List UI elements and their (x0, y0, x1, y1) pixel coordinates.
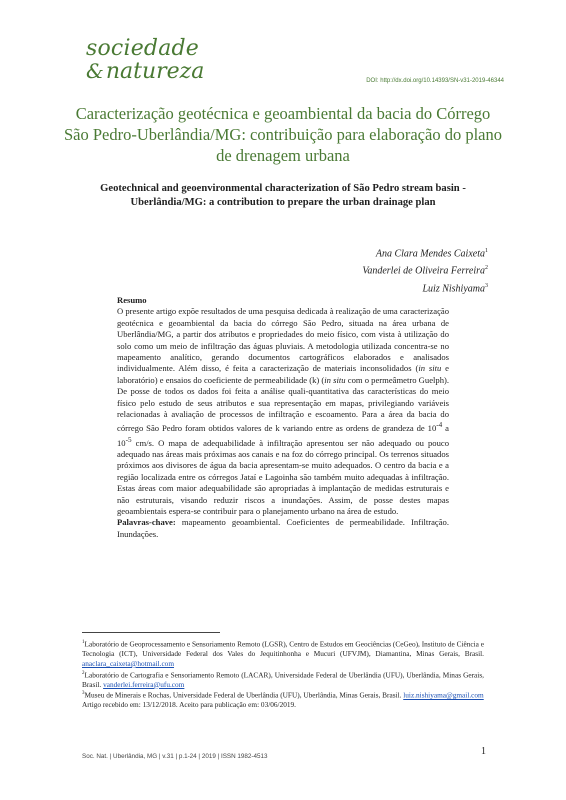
footnote-2: $^2$Laboratório de Cartografia e Sensoriamento Remoto (LACAR), Universidade Federal de Uberlândia (UFU), Uberlândia, Minas Gerais, Brasil. vanderlei.ferreira@ufu.com (82, 669, 484, 689)
author-list (362, 244, 488, 296)
footnote-1: $^1$Laboratório de Geoprocessamento e Sensoriamento Remoto (LGSR), Centro de Estudos em Geociências (CeGeo), Instituto de Ciência e Tecnologia (ICT), Universidade Federal dos Vales do Jequitinhonha e Mucuri (UFVJM), Diamantina, Minas Gerais, Brasil. anaclara_caixeta@hotmail.com (82, 639, 484, 668)
journal-logo-line2 (86, 60, 204, 83)
title-portuguese: Caracterização geotécnica e geoambiental da bacia do Córrego São Pedro-Uberlândia/MG: contribuição para elaboração do plano de drenagem urbana (63, 104, 502, 165)
journal-logo-word: natureza (105, 59, 205, 84)
footnote-3: $^3$Museu de Minerais e Rochas, Universidade Federal de Uberlândia (UFU), Uberlândia, Minas Gerais, Brasil. luiz.nishiyama@gmail.com (82, 690, 484, 700)
journal-logo (86, 38, 204, 83)
author-3: Luiz Nishiyama$^3$ (422, 282, 488, 294)
title-english: Geotechnical and geoenvironmental characterization of São Pedro stream basin - Uberlândia/MG: a contribution to prepare the urban drainage plan (100, 183, 466, 208)
author-2: Vanderlei de Oliveira Ferreira$^2$ (362, 265, 488, 277)
footnote-divider (82, 632, 220, 633)
abstract-section (117, 295, 449, 540)
doi-line (366, 78, 504, 84)
footnote-1-email-link[interactable]: anaclara_caixeta@hotmail.com (82, 658, 175, 668)
doi-link[interactable]: http://dx.doi.org/10.14393/SN-v31-2019-46344 (380, 78, 504, 84)
page-number: 1 (481, 746, 486, 757)
author-1: Ana Clara Mendes Caixeta$^1$ (375, 248, 488, 260)
keywords-label: Palavras-chave: (117, 517, 176, 528)
footnote-3-email-link[interactable]: luiz.nishiyama@gmail.com (403, 690, 484, 700)
page-footer: Soc. Nat. | Uberlândia, MG | v.31 | p.1-24 | 2019 | ISSN 1982-4513 (82, 753, 268, 760)
keywords (117, 517, 449, 540)
journal-logo-ampersand: & (86, 59, 104, 83)
received-dates: Artigo recebido em: 13/12/2018. Aceito para publicação em: 03/06/2019. (82, 700, 296, 710)
footnote-2-email-link[interactable]: vanderlei.ferreira@ufu.com (103, 679, 185, 689)
keywords-text: mapeamento geoambiental. Coeficientes de permeabilidade. Infiltração. Inundações. (117, 517, 449, 539)
footnotes (82, 638, 484, 710)
abstract-heading: Resumo (117, 295, 147, 305)
doi-label: DOI: (366, 78, 381, 84)
abstract-body: O presente artigo expõe resultados de uma pesquisa dedicada à realização de uma caracterização geotécnica e geoambiental da bacia do córrego São Pedro, situada na área urbana de Uberlândia/MG, a partir dos atributos e propriedades do meio físico, com vista à utilização do solo como um meio de infiltração das águas pluviais. A metodologia utilizada concentra-se no mapeamento analítico, gerando documentos cartográficos elaborados e analisados individualmente. Além disso, é feita a caracterização de materiais inconsolidados (in situ e laboratório) e ensaios do coeficiente de permeabilidade (k) (in situ com o permeâmetro Guelph). De posse de todos os dados foi feita a análise quali-quantitativa das características do meio físico pelo estudo de seus atributos e sua representação em mapas, privilegiando variáveis relacionadas à avaliação de processos de infiltração e escoamento. Para a área da bacia do córrego São Pedro foram obtidos valores de k variando entre as ordens de grandeza de $10^{-4}$ a $10^{-5}$ cm/s. O mapa de adequabilidade à infiltração apresentou ser não adequado ou pouco adequado nas áreas mais próximas aos canais e na foz do córrego principal. Os terrenos situados próximos aos divisores de água da bacia apresentam-se muito adequados. O centro da bacia e a região localizada entre os córregos Jataí e Lagoinha são também muito adequadas à infiltração. Estas áreas com maior adequabilidade são apropriadas à implantação de medidas estruturais e não estruturais, visando reduzir riscos a inundações. Assim, de posse destes mapas geoambientais espera-se contribuir para o planejamento urbano na área de estudo. (117, 306, 449, 517)
journal-logo-line1: sociedade (86, 36, 200, 61)
